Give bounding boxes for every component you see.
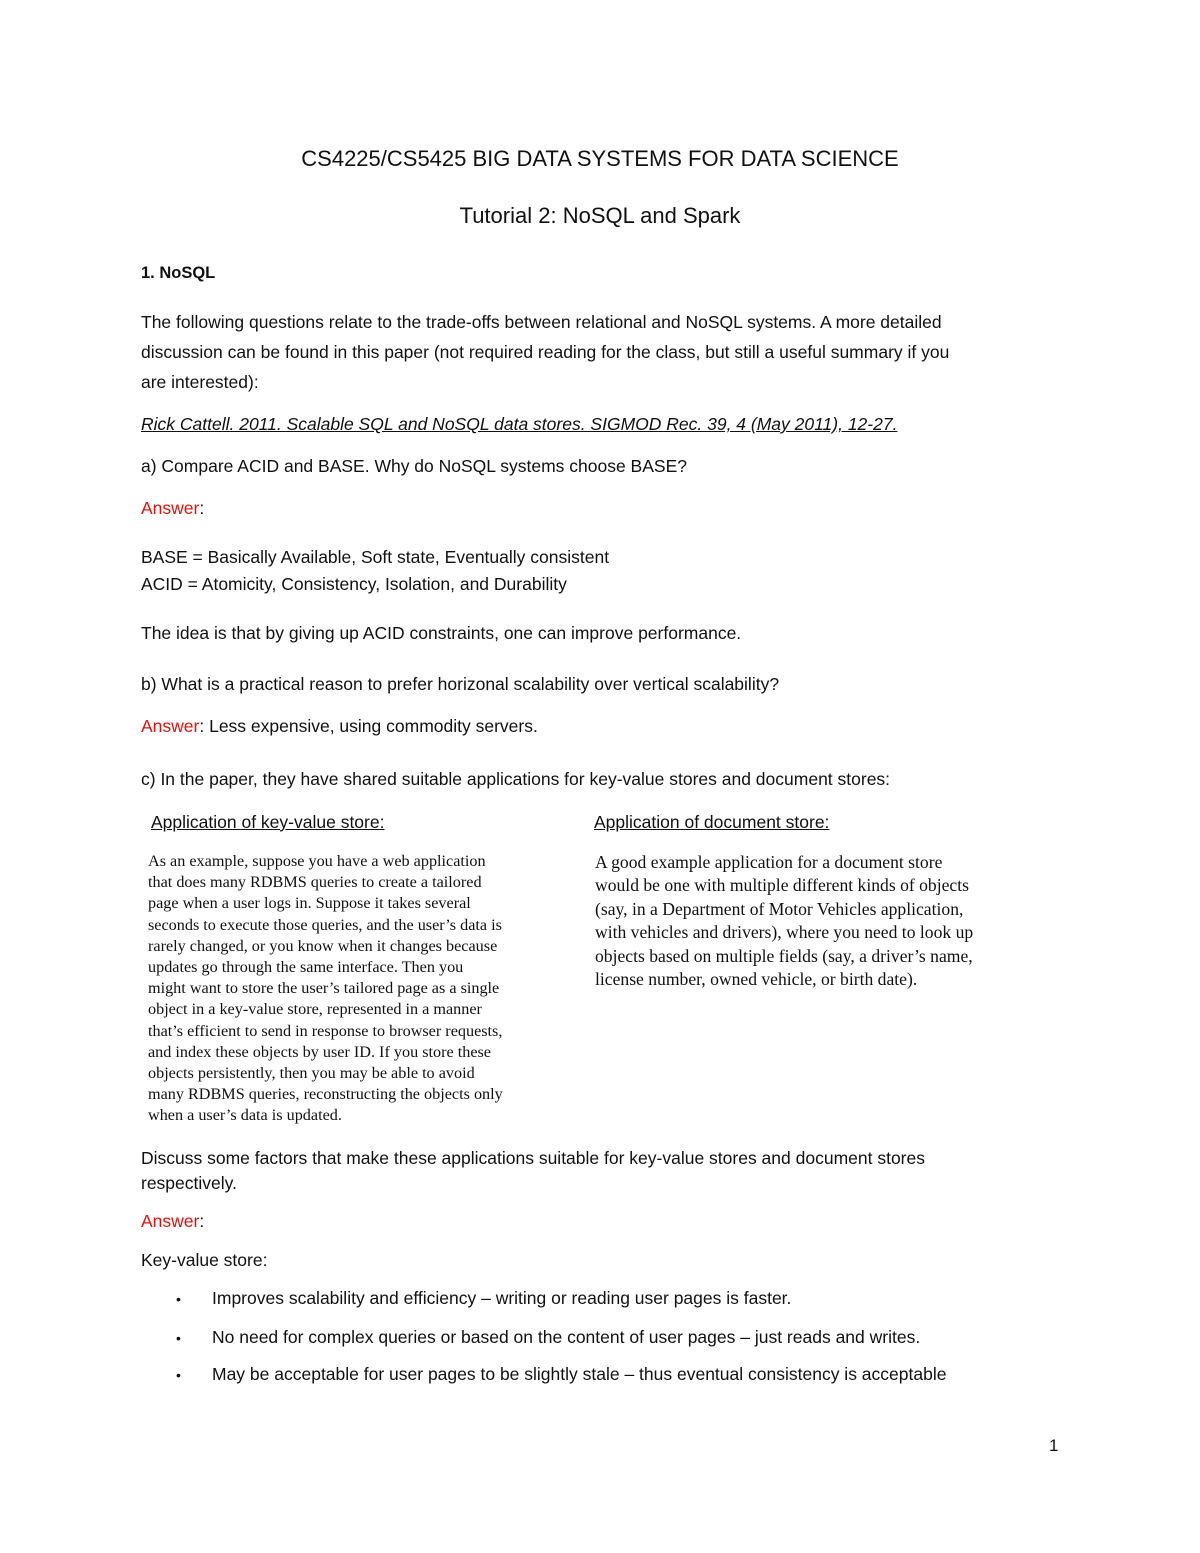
doc-excerpt-line: A good example application for a document store <box>595 852 943 872</box>
answer-a-idea: The idea is that by giving up ACID constraints, one can improve performance. <box>141 623 742 643</box>
kv-excerpt-line: updates go through the same interface. Then you <box>148 957 464 976</box>
bullet-marker: • <box>176 1291 181 1307</box>
kv-excerpt-line: that does many RDBMS queries to create a tailored <box>148 873 482 892</box>
page-number: 1 <box>1049 1436 1059 1455</box>
course-title: CS4225/CS5425 BIG DATA SYSTEMS FOR DATA SCIENCE <box>301 146 899 171</box>
paper-citation: Rick Cattell. 2011. Scalable SQL and NoSQL data stores. SIGMOD Rec. 39, 4 (May 2011), 12-27. <box>141 414 898 434</box>
bullet-item: May be acceptable for user pages to be slightly stale – thus eventual consistency is acceptable <box>212 1364 947 1384</box>
answer-b-text: : Less expensive, using commodity servers. <box>199 716 538 736</box>
kv-excerpt-line: seconds to execute those queries, and the user’s data is <box>148 915 502 934</box>
kv-excerpt-line: As an example, suppose you have a web application <box>148 852 486 870</box>
answer-label: Answer <box>141 716 200 736</box>
acid-definition: ACID = Atomicity, Consistency, Isolation, and Durability <box>141 574 567 594</box>
kv-excerpt-line: objects persistently, then you may be able to avoid <box>148 1063 475 1082</box>
intro-line-3: are interested): <box>141 372 259 392</box>
answer-b <box>141 716 538 737</box>
doc-excerpt-line: license number, owned vehicle, or birth date). <box>595 968 918 989</box>
kv-excerpt-line: object in a key-value store, represented in a manner <box>148 1000 482 1019</box>
question-a: a) Compare ACID and BASE. Why do NoSQL systems choose BASE? <box>141 456 687 476</box>
discuss-line-1: Discuss some factors that make these applications suitable for key-value stores and document stores <box>141 1148 925 1168</box>
kv-excerpt-line: many RDBMS queries, reconstructing the objects only <box>148 1085 503 1104</box>
kv-excerpt-line: and index these objects by user ID. If you store these <box>148 1042 491 1061</box>
question-c: c) In the paper, they have shared suitable applications for key-value stores and document stores: <box>141 769 891 789</box>
answer-label: Answer <box>141 1211 200 1231</box>
question-b: b) What is a practical reason to prefer horizonal scalability over vertical scalability? <box>141 674 780 694</box>
kv-excerpt-line: page when a user logs in. Suppose it takes several <box>148 894 471 913</box>
answer-colon: : <box>199 498 205 518</box>
answer-label: Answer <box>141 498 200 518</box>
section-heading-nosql: 1. NoSQL <box>141 264 216 282</box>
intro-line-2: discussion can be found in this paper (not required reading for the class, but still a useful summary if you <box>141 342 950 362</box>
doc-excerpt-line: objects based on multiple fields (say, a driver’s name, <box>595 945 973 966</box>
doc-excerpt-line: with vehicles and drivers), where you need to look up <box>595 922 974 943</box>
answer-colon: : <box>199 1211 205 1231</box>
base-definition: BASE = Basically Available, Soft state, Eventually consistent <box>141 547 610 567</box>
doc-store-heading: Application of document store: <box>594 812 830 832</box>
kv-store-heading: Application of key-value store: <box>151 812 385 832</box>
answer-a-label <box>141 498 204 519</box>
kv-excerpt-line: might want to store the user’s tailored page as a single <box>148 979 500 998</box>
tutorial-title: Tutorial 2: NoSQL and Spark <box>459 203 741 228</box>
bullet-item: No need for complex queries or based on the content of user pages – just reads and writes. <box>212 1327 921 1347</box>
kv-excerpt-line: that’s efficient to send in response to browser requests, <box>148 1021 503 1040</box>
doc-excerpt-line: (say, in a Department of Motor Vehicles application, <box>595 898 964 919</box>
bullet-marker: • <box>176 1367 181 1383</box>
bullet-marker: • <box>176 1330 181 1346</box>
doc-excerpt-line: would be one with multiple different kinds of objects <box>595 875 969 896</box>
discuss-line-2: respectively. <box>141 1173 237 1193</box>
answer-c-label <box>141 1211 204 1232</box>
bullet-item: Improves scalability and efficiency – writing or reading user pages is faster. <box>212 1288 792 1308</box>
kv-answer-heading: Key-value store: <box>141 1250 268 1270</box>
intro-line-1: The following questions relate to the trade-offs between relational and NoSQL systems. A more detailed <box>141 312 942 332</box>
kv-excerpt-line: rarely changed, or you know when it changes because <box>148 936 498 955</box>
doc-store-excerpt <box>595 851 1050 991</box>
kv-excerpt-line: when a user’s data is updated. <box>148 1106 342 1125</box>
kv-store-excerpt <box>148 851 557 1126</box>
